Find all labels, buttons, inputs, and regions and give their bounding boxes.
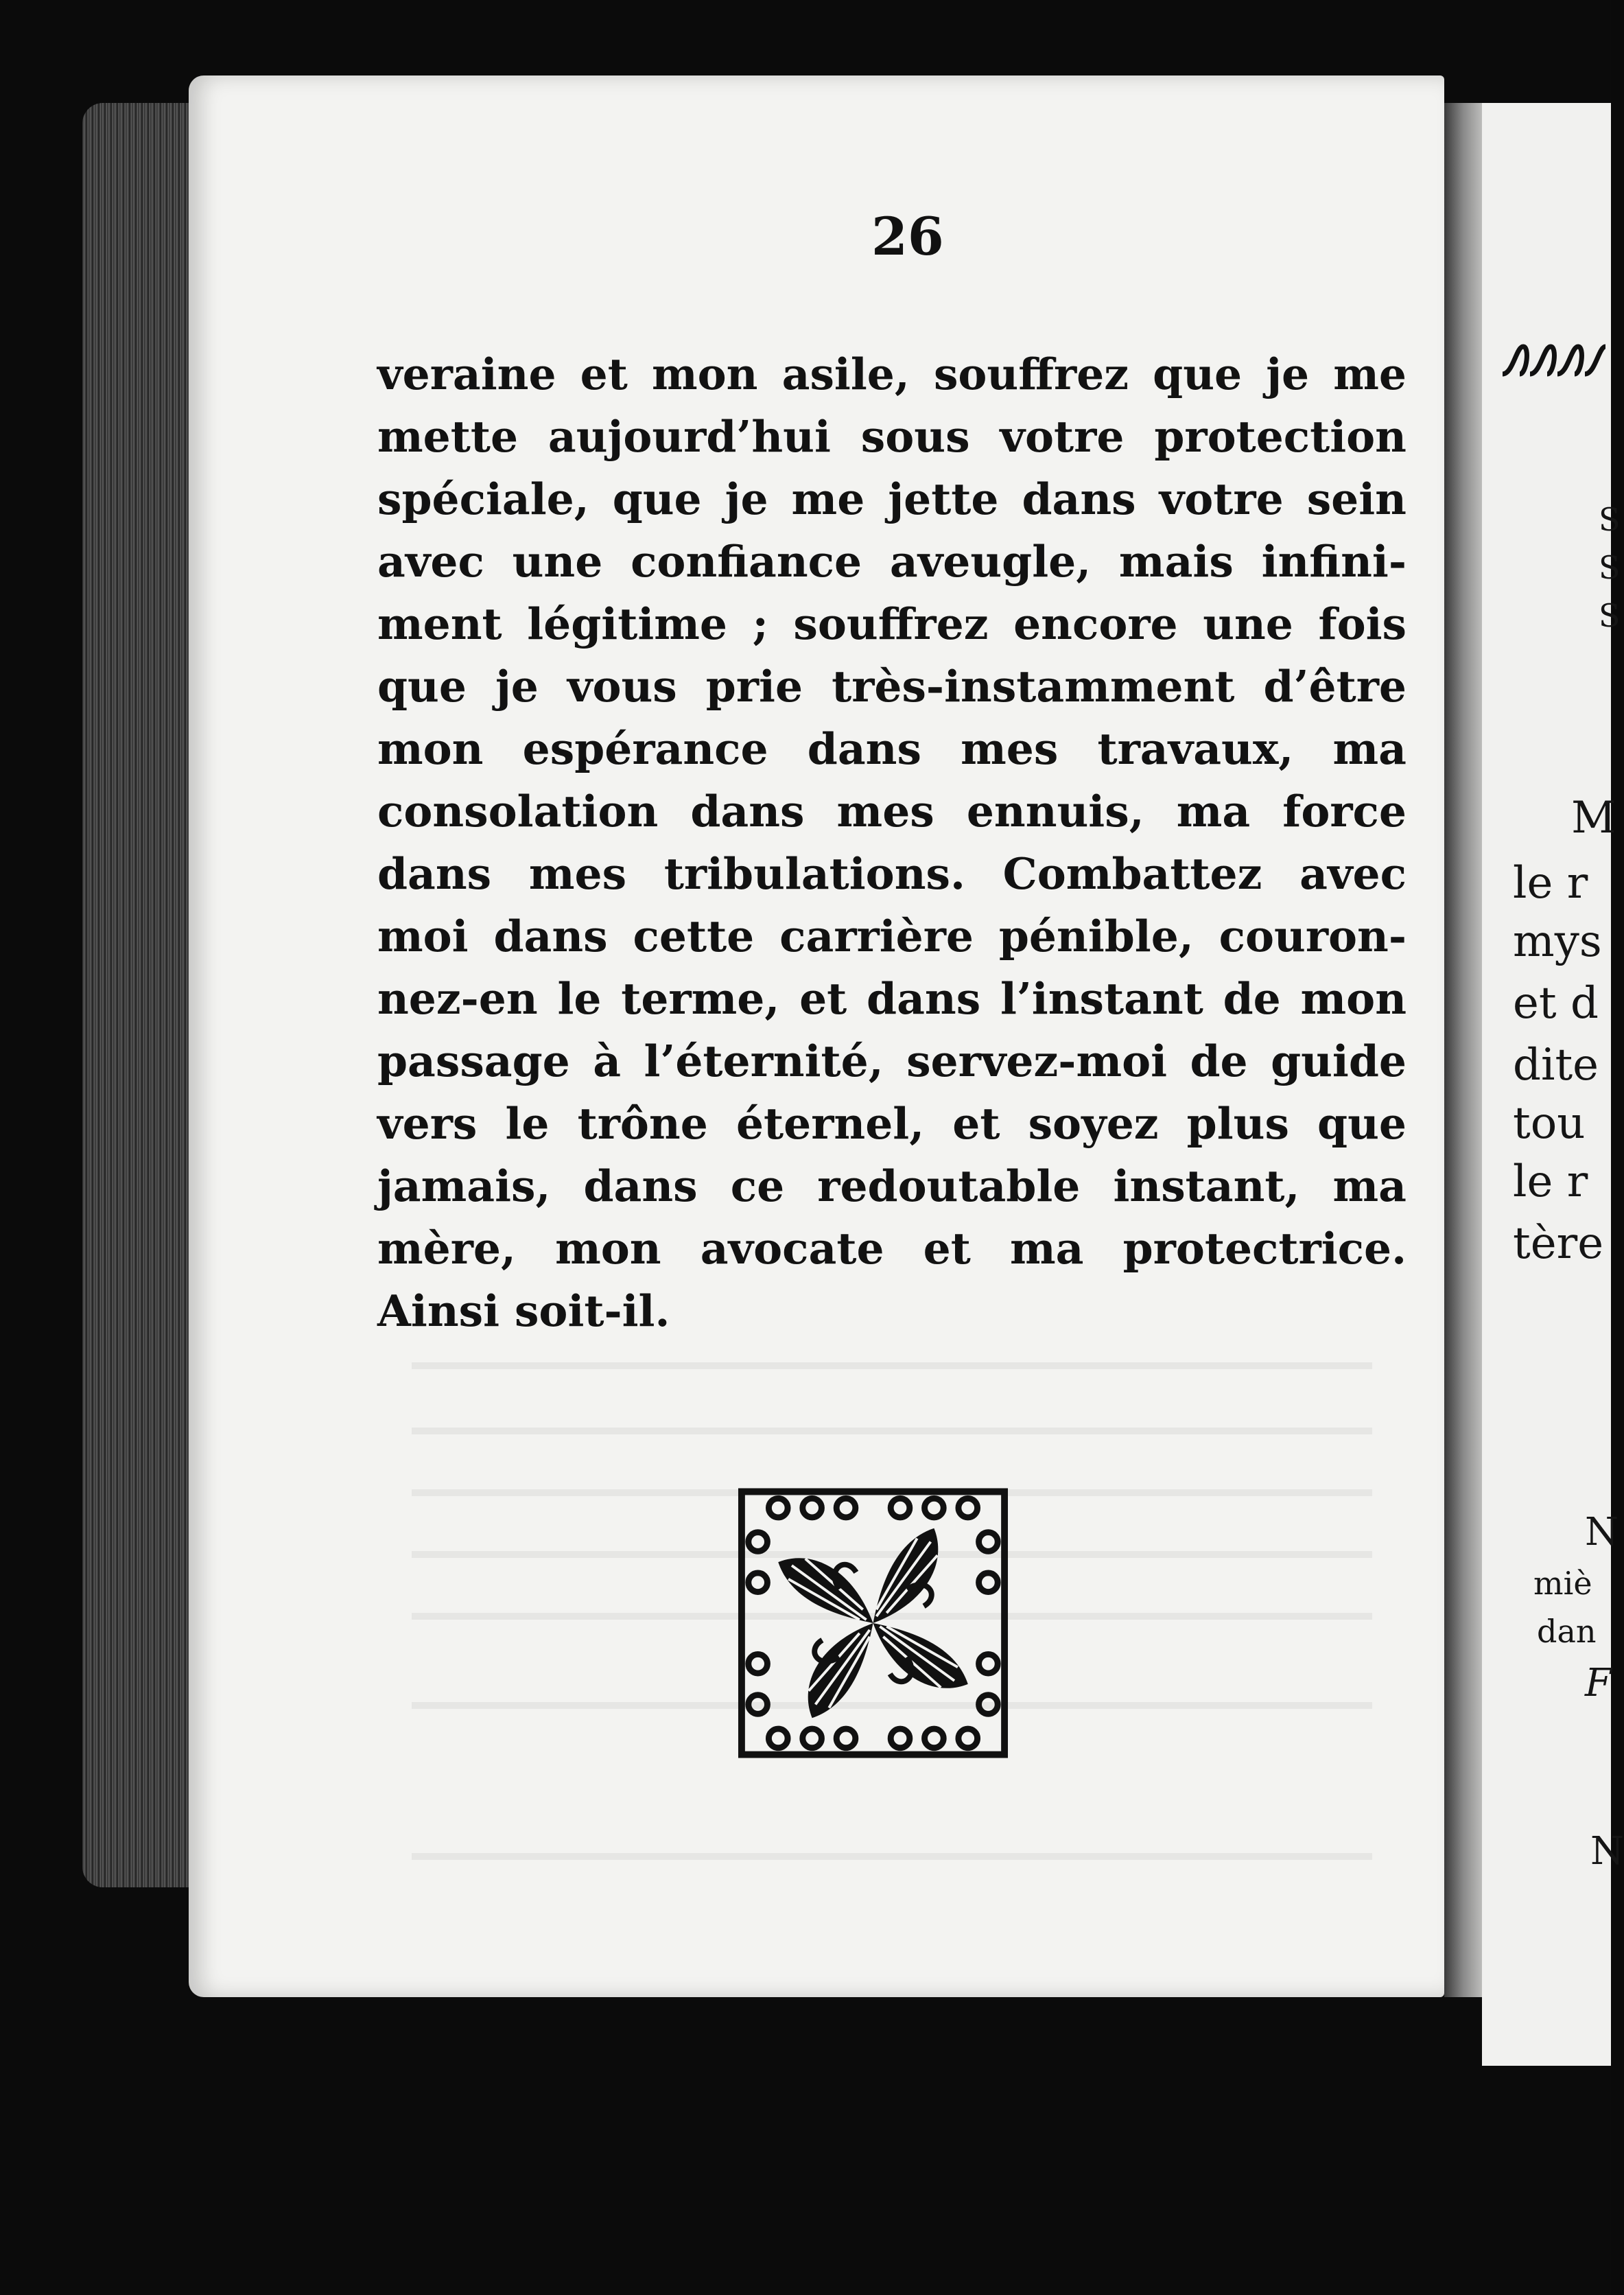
- page-number: 26: [871, 206, 944, 267]
- right-page-fragment: dite: [1513, 1040, 1599, 1091]
- text-line: moi dans cette carrière pénible, couron-: [377, 911, 1407, 962]
- prayer-text: [377, 343, 1407, 1342]
- right-page-fragment: S: [1599, 501, 1621, 538]
- right-page-fragment: S: [1599, 549, 1621, 586]
- fleuron-ornament: [738, 1486, 1009, 1760]
- right-page-fragment: S: [1599, 597, 1621, 634]
- text-line: Ainsi soit-il.: [377, 1285, 670, 1336]
- text-line: ment légitime ; souffrez encore une fois: [377, 598, 1407, 649]
- right-page-fragment: F: [1585, 1661, 1612, 1705]
- text-line: nez-en le terme, et dans l’instant de mon: [377, 973, 1407, 1024]
- decorative-loop-rule: [1499, 340, 1611, 381]
- right-page-fragment: M: [1571, 793, 1616, 843]
- text-line: avec une confiance aveugle, mais infini-: [377, 536, 1407, 587]
- show-through-line: [412, 1428, 1372, 1434]
- text-line: mette aujourd’hui sous votre protection: [377, 411, 1407, 462]
- right-page-fragment: dan: [1537, 1613, 1597, 1650]
- text-line: consolation dans mes ennuis, ma force: [377, 786, 1407, 837]
- text-line: jamais, dans ce redoutable instant, ma: [377, 1161, 1407, 1211]
- right-page-fragment: miè: [1533, 1565, 1592, 1602]
- right-page-fragment: tère: [1513, 1218, 1604, 1269]
- show-through-line: [412, 1362, 1372, 1369]
- text-line: mère, mon avocate et ma protectrice.: [377, 1223, 1407, 1274]
- page-edge-stack: [82, 103, 206, 1887]
- text-line: spéciale, que je me jette dans votre sein: [377, 474, 1407, 524]
- right-page-fragment: N: [1585, 1510, 1619, 1554]
- text-line: dans mes tribulations. Combattez avec: [377, 848, 1407, 899]
- right-page-fragment: N: [1590, 1829, 1624, 1874]
- text-line: vers le trône éternel, et soyez plus que: [377, 1098, 1407, 1149]
- text-line: passage à l’éternité, servez-moi de guide: [377, 1036, 1407, 1086]
- text-line: veraine et mon asile, souffrez que je me: [377, 349, 1407, 399]
- text-line: que je vous prie très-instamment d’être: [377, 661, 1407, 712]
- right-page-fragment: mys: [1513, 916, 1602, 967]
- text-line: mon espérance dans mes travaux, ma: [377, 723, 1407, 774]
- right-page-fragment: le r: [1513, 858, 1588, 909]
- right-page-fragment: le r: [1513, 1156, 1588, 1207]
- show-through-line: [412, 1853, 1372, 1860]
- right-page-fragment: et d: [1513, 978, 1599, 1029]
- right-page-fragment: tou: [1513, 1098, 1586, 1149]
